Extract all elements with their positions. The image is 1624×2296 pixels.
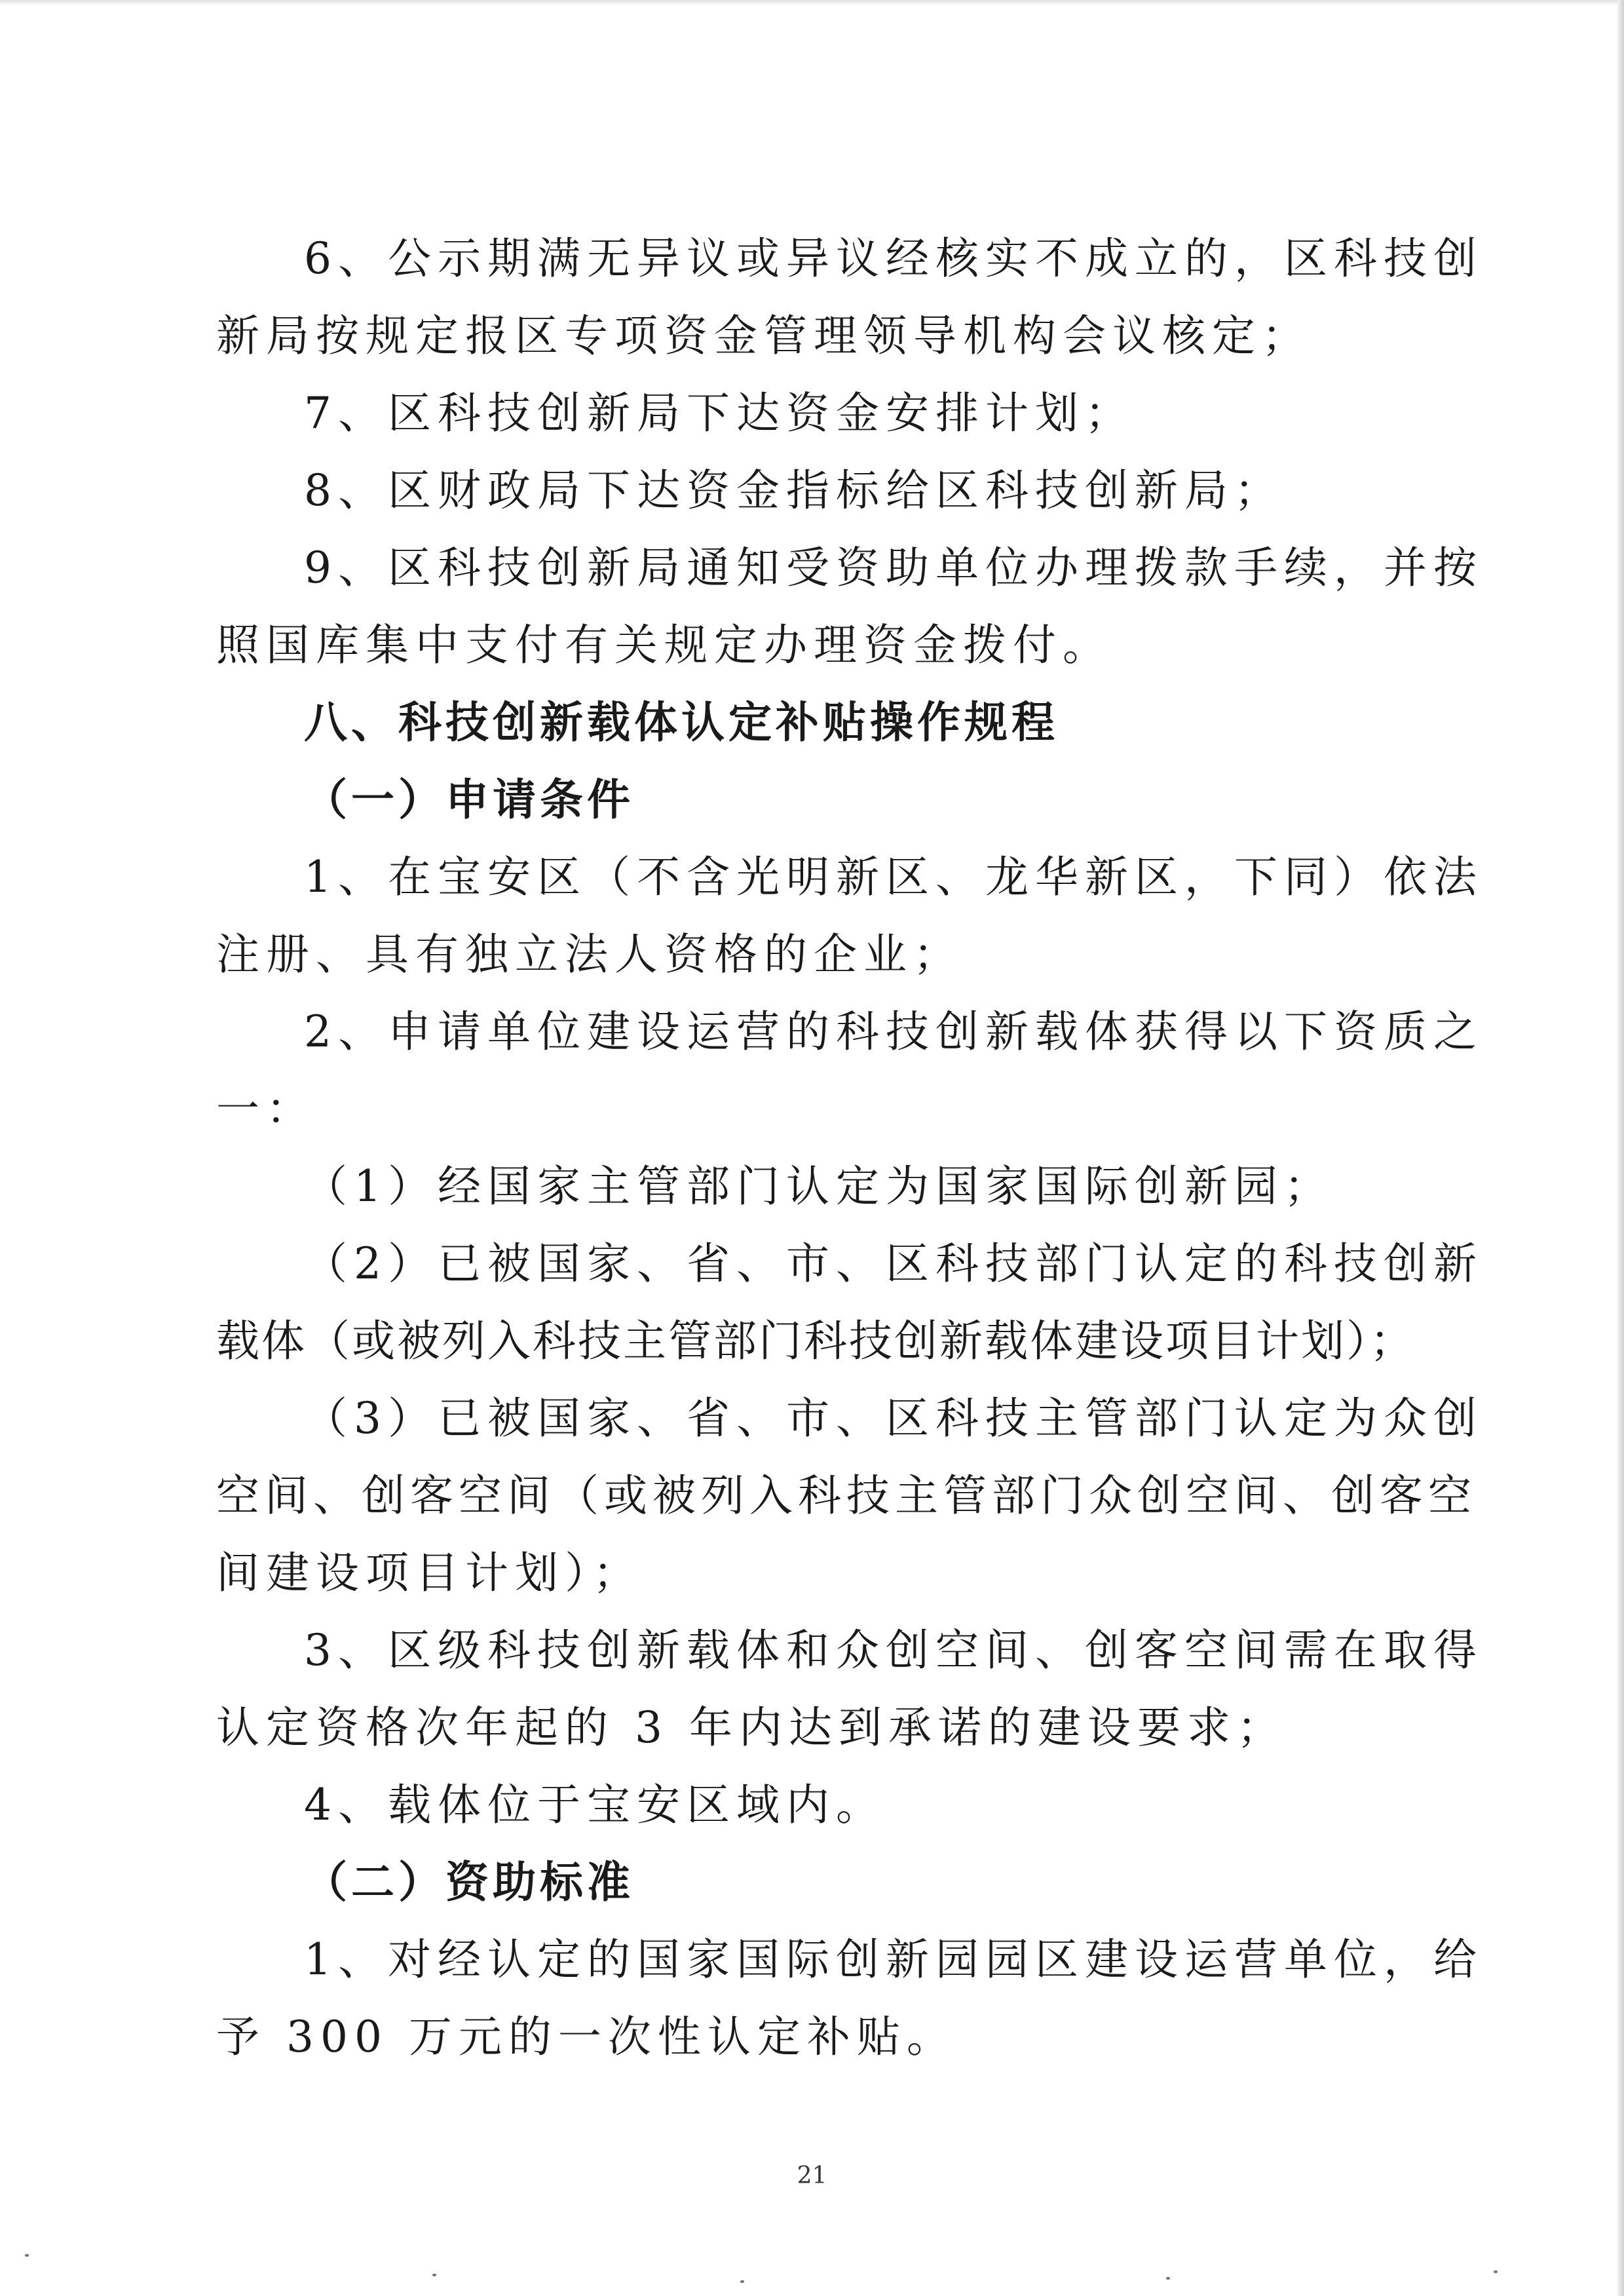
paragraph-line: （3）已被国家、省、市、区科技主管部门认定为众创 (304, 1393, 1483, 1444)
paragraph-line: 3、区级科技创新载体和众创空间、创客空间需在取得 (304, 1625, 1483, 1675)
page-right-edge (1617, 0, 1624, 2296)
section-heading: 八、科技创新载体认定补贴操作规程 (304, 697, 1059, 748)
paragraph-line: 6、公示期满无异议或异议经核实不成立的，区科技创 (304, 233, 1483, 284)
paragraph-line: 1、在宝安区（不含光明新区、龙华新区，下同）依法 (304, 852, 1483, 902)
paragraph-line: 认定资格次年起的 3 年内达到承诺的建设要求； (216, 1702, 1287, 1753)
subsection-heading: （一）申请条件 (304, 775, 634, 825)
paragraph-line: 间建设项目计划）； (216, 1548, 643, 1598)
scan-speck (25, 2254, 29, 2257)
paragraph-line: 2、申请单位建设运营的科技创新载体获得以下资质之 (304, 1006, 1483, 1057)
page-number: 21 (797, 2162, 827, 2189)
paragraph-line: 一： (216, 1084, 316, 1134)
scan-speck (1494, 2270, 1498, 2273)
paragraph-line: 予 300 万元的一次性认定补贴。 (216, 2012, 956, 2062)
paragraph-line: （2）已被国家、省、市、区科技部门认定的科技创新 (304, 1238, 1483, 1289)
paragraph-line: 9、区科技创新局通知受资助单位办理拨款手续，并按 (304, 543, 1483, 593)
paragraph-line: 4、载体位于宝安区域内。 (304, 1780, 886, 1830)
paragraph-line: （1）经国家主管部门认定为国家国际创新园； (304, 1161, 1334, 1212)
paragraph-line: 8、区财政局下达资金指标给区科技创新局； (304, 465, 1284, 516)
paragraph-line: 照国库集中支付有关规定办理资金拨付。 (216, 620, 1112, 670)
paragraph-line: 注册、具有独立法人资格的企业； (216, 929, 963, 980)
scan-speck (740, 2280, 744, 2283)
paragraph-line: 7、区科技创新局下达资金安排计划； (304, 388, 1135, 438)
paragraph-line: 空间、创客空间（或被列入科技主管部门众创空间、创客空 (216, 1470, 1477, 1521)
scan-speck (1166, 2277, 1170, 2280)
paragraph-line: 载体（或被列入科技主管部门科技创新载体建设项目计划）； (216, 1316, 1415, 1366)
page-top-edge (0, 0, 1624, 5)
paragraph-line: 1、对经认定的国家国际创新园园区建设运营单位，给 (304, 1934, 1483, 1985)
subsection-heading: （二）资助标准 (304, 1857, 634, 1907)
paragraph-line: 新局按规定报区专项资金管理领导机构会议核定； (216, 311, 1312, 361)
scan-speck (432, 2274, 436, 2276)
